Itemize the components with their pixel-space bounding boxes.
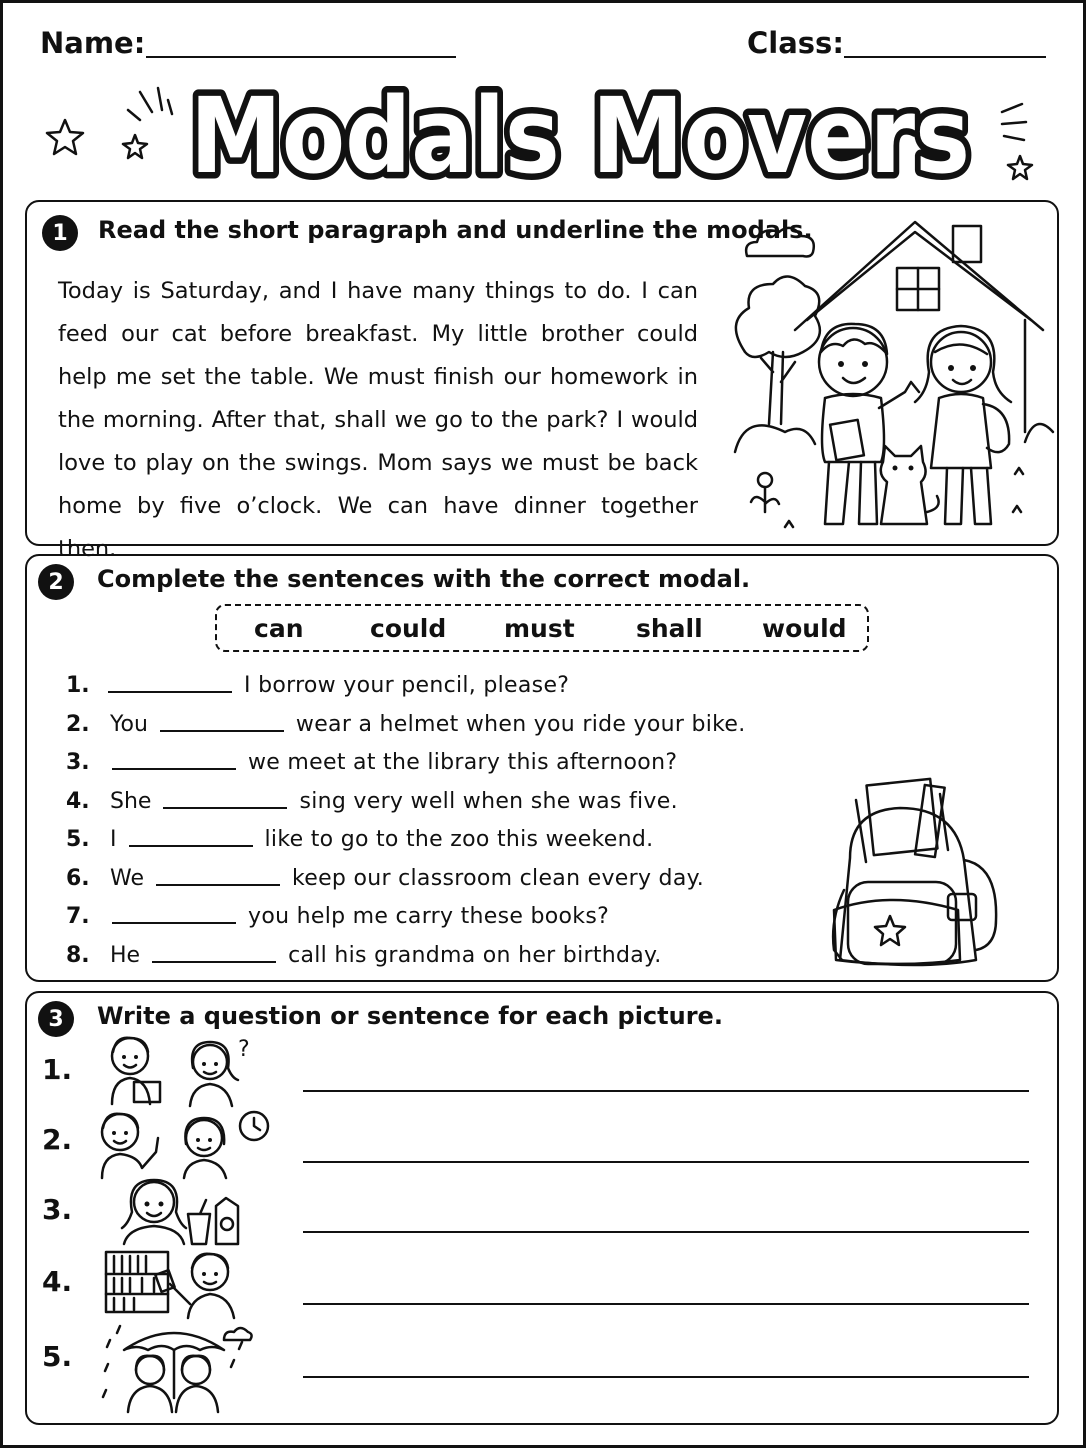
boy-box-girl-question-icon [100, 1032, 270, 1108]
name-field[interactable] [146, 56, 456, 58]
section3-number: 3 [38, 1001, 74, 1037]
writing-line[interactable] [303, 1303, 1029, 1305]
section1-number: 1 [42, 215, 78, 251]
word-bank-item: could [370, 614, 447, 643]
answer-blank[interactable] [160, 716, 284, 732]
word-bank-item: must [504, 614, 575, 643]
writing-line[interactable] [303, 1090, 1029, 1092]
writing-line[interactable] [303, 1376, 1029, 1378]
house-children-cat-illustration [725, 212, 1055, 537]
answer-blank[interactable] [156, 870, 280, 886]
picture-number: 1. [42, 1053, 73, 1086]
sentence-item: 8. He call his grandma on her birthday. [66, 942, 662, 968]
boy-bookshelf-icon [102, 1248, 242, 1324]
picture-number: 3. [42, 1193, 73, 1226]
children-umbrella-rain-icon [100, 1320, 255, 1416]
section3-instruction: Write a question or sentence for each picture. [97, 1002, 723, 1030]
word-bank [215, 604, 869, 652]
class-field[interactable] [844, 56, 1046, 58]
sentence-item: 3. we meet at the library this afternoon? [66, 749, 678, 775]
sentence-item: 7. you help me carry these books? [66, 903, 610, 929]
boy-girl-clock-icon [94, 1108, 274, 1180]
section1-instruction: Read the short paragraph and underline the modals. [98, 216, 813, 244]
name-label: Name: [40, 26, 146, 60]
sentence-item: 5. I like to go to the zoo this weekend. [66, 826, 654, 852]
sentence-item: 1. I borrow your pencil, please? [66, 672, 570, 698]
word-bank-item: would [762, 614, 847, 643]
writing-line[interactable] [303, 1161, 1029, 1163]
picture-number: 4. [42, 1265, 73, 1298]
answer-blank[interactable] [152, 947, 276, 963]
section2-number: 2 [38, 564, 74, 600]
stars-left-icon [40, 80, 180, 180]
girl-drinks-icon [114, 1172, 248, 1248]
sentence-item: 6. We keep our classroom clean every day. [66, 865, 705, 891]
sentence-item: 4. She sing very well when she was five. [66, 788, 678, 814]
picture-number: 5. [42, 1340, 73, 1373]
writing-line[interactable] [303, 1231, 1029, 1233]
stars-right-icon [990, 100, 1050, 190]
answer-blank[interactable] [163, 793, 287, 809]
svg-text:?: ? [238, 1037, 250, 1062]
picture-number: 2. [42, 1123, 73, 1156]
title-text: Modals Movers [190, 75, 970, 197]
answer-blank[interactable] [112, 754, 236, 770]
page-title [180, 72, 980, 197]
answer-blank[interactable] [129, 831, 253, 847]
backpack-illustration [820, 770, 1010, 975]
reading-paragraph: Today is Saturday, and I have many things to do. I can feed our cat before breakfast. My little brother could help me set the table. We must finish our homework in the morning. After that, shall we go to the park? I would love to play on the swings. Mom says we must be back home by five o’clock. We can have dinner together then. [58, 278, 698, 562]
answer-blank[interactable] [108, 677, 232, 693]
word-bank-item: shall [636, 614, 703, 643]
section2-instruction: Complete the sentences with the correct modal. [97, 565, 751, 593]
word-bank-item: can [254, 614, 304, 643]
class-label: Class: [747, 26, 844, 60]
answer-blank[interactable] [112, 908, 236, 924]
sentence-item: 2. You wear a helmet when you ride your bike. [66, 711, 746, 737]
